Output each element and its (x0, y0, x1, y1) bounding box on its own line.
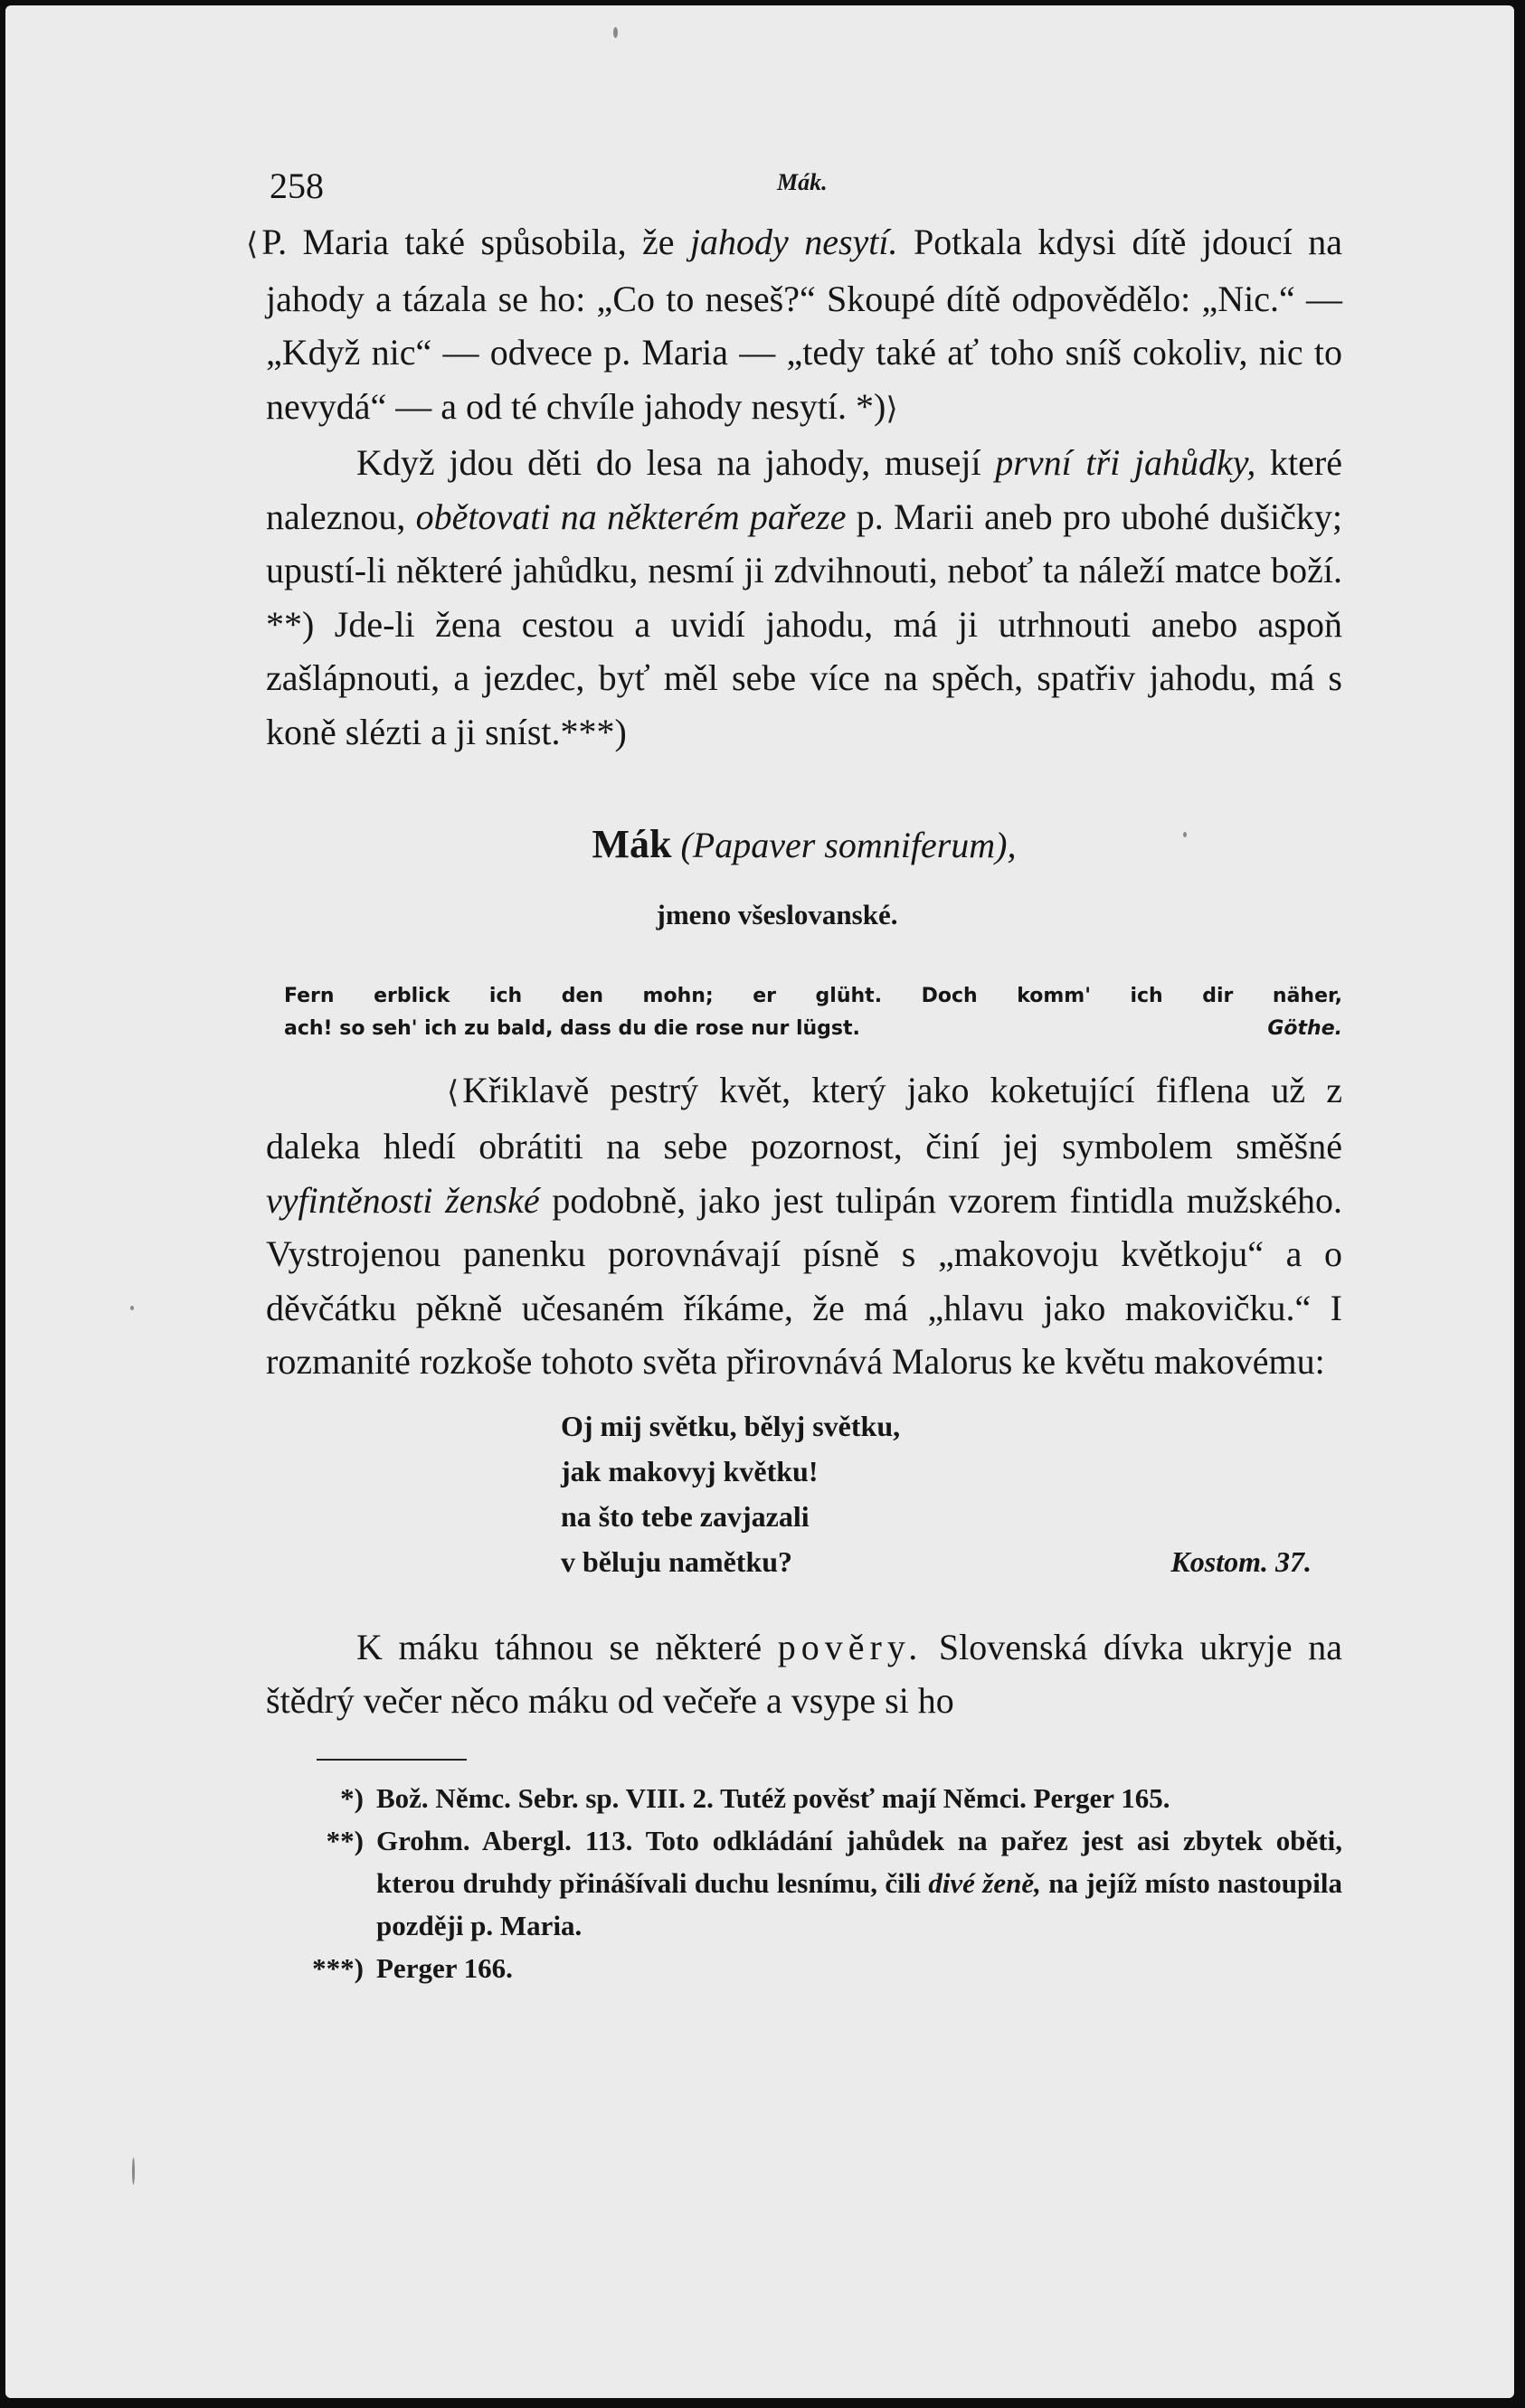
footnote: ***) Perger 166. (266, 1947, 1342, 1989)
paragraph-1: ⟨ P. Maria také spůsobila, že jahody nesytí. Potkala kdysi dítě jdoucí na jahody a tázala se ho: „Co to neseš?“ Skoupé dítě odpovědělo: „Nic.“ — „Když nic“ — odvece p. Maria — „tedy také ať toho sníš cokoliv, nic to nevydá“ — a od té chvíle jahody nesytí. *)⟩ (266, 215, 1342, 436)
footnote-rule (317, 1759, 467, 1761)
verse-source: Kostom. 37. (1170, 1544, 1312, 1578)
motto-author: Göthe. (1267, 1016, 1342, 1040)
section-subtitle: jmeno všeslovanské. (656, 899, 898, 930)
book-page (5, 5, 1514, 2398)
verse (561, 1403, 1312, 1584)
verse-line: v běluju namětku? (561, 1544, 793, 1578)
page-header (266, 150, 1342, 215)
footnote-mark: **) (326, 1824, 364, 1856)
footnote: **) Grohm. Abergl. 113. Toto odkládání jahůdek na pařez jest asi zbytek oběti, kterou druhdy přinášívali duchu lesnímu, čili divé ženě, na jejíž místo nastoupila později p. Maria. (266, 1819, 1342, 1947)
motto-line-2: ach! so seh' ich zu bald, dass du die rose nur lügst. (284, 1016, 860, 1040)
page-number: 258 (270, 165, 324, 206)
verse-line: na što tebe zavjazali (561, 1499, 810, 1533)
edit-mark-open-2: ⟨ (447, 1075, 459, 1110)
section-heading (266, 822, 1342, 868)
text-block (246, 150, 1343, 1989)
running-title: Mák. (777, 169, 828, 195)
footnote: *) Bož. Němc. Sebr. sp. VIII. 2. Tutéž pověsť mají Němci. Perger 165. (266, 1777, 1342, 1819)
footnotes (266, 1777, 1342, 1989)
footnote-mark: *) (340, 1781, 364, 1814)
edit-mark-open: ⟨ (246, 228, 259, 261)
section-latin-name: (Papaver somniferum), (680, 825, 1017, 865)
section-title: Mák (592, 822, 672, 866)
paragraph-4: K máku táhnou se některé pověry. Slovenská dívka ukryje na štědrý večer něco máku od večeře a vsype si ho (266, 1626, 1342, 1721)
paragraph-2: Když jdou děti do lesa na jahody, musejí první tři jahůdky, které naleznou, obětovati na některém pařeze p. Marii aneb pro ubohé dušičky; upustí-li některé jahůdku, nesmí ji zdvihnouti, neboť ta náleží matce boží. **) Jde-li žena cestou a uvidí jahodu, má ji utrhnouti anebo aspoň zašlápnouti, a jezdec, byť měl sebe více na spěch, spatřiv jahodu, má s koně slézti a ji sníst.***) (266, 442, 1343, 752)
edit-mark-close: ⟩ (886, 392, 898, 426)
verse-line: jak makovyj květku! (561, 1454, 819, 1487)
motto (266, 980, 1342, 1045)
verse-line: Oj mij světku, bělyj světku, (561, 1409, 901, 1442)
motto-line-1: Fern erblick ich den mohn; er glüht. Doch komm' ich dir näher, (284, 984, 1342, 1007)
footnote-mark: ***) (312, 1951, 364, 1984)
paragraph-3: ⟨ Křiklavě pestrý květ, který jako koketující fiflena už z daleka hledí obrátiti na sebe pozornost, činí jej symbolem směšné vyfintěnosti ženské podobně, jako jest tulipán vzorem fintidla mužského. Vystrojenou panenku porovnávají písně s „makovoju květkoju“ a o děvčátku pěkně učesaném říkáme, že má „hlavu jako makovičku.“ I rozmanité rozkoše tohoto světa přirovnává Malorus ke květu makovému: (266, 1063, 1342, 1389)
